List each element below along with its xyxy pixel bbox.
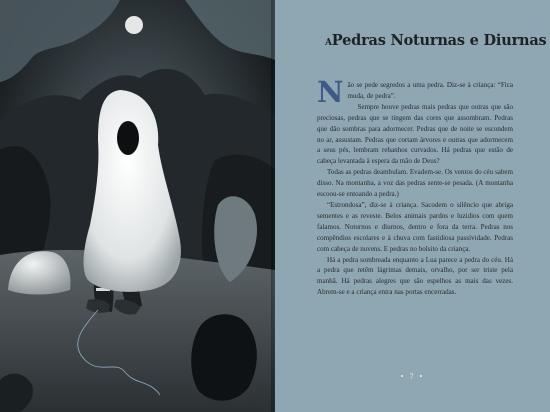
text-page [275, 0, 550, 412]
title-first-letter: A [325, 38, 332, 48]
body-text [317, 75, 513, 298]
paragraph-4: “Estrondosa”, diz-se à criança. Sacodem o silêncio que abriga sementes e as reveste. Belos animais pardos e luzidios com quem falamos. Noturnos e diurnos, dentro e fora da terra. Pedras nos compêndios escolares e à chuva com fastidiosa passividade. Pedras com cabeça de nuvens. E pedras no bolsito da criança. [317, 200, 513, 253]
paragraph-2: Sempre houve pedras mais pedras que outras que são preciosas, pedras que se tingem das cores que assombram. Pedras que dão sombras para adormecer. Pedras que de noite se escondem no ar, assustam. Pedras que cortam árvores e outras que adormecem a seus pés, lembram rebanhos curvados. Há pedras que estão de cabeça levantada à espera da mão de Deus? [317, 102, 513, 166]
page-number: • 7 • [400, 372, 425, 381]
paragraph-1: Não se pede segredos a uma pedra. Diz-se à criança: “Fica muda, de pedra”. [317, 75, 513, 109]
chapter-title [325, 32, 545, 49]
paragraph-3: Todas as pedras deambulam. Evadem-se. Os ventos do céu sabem disso. Na montanha, a voz das pedras sente-se pesada. (A montanha escoou-se entoando a pedra.) [317, 168, 513, 199]
title-text: Pedras Noturnas e Diurnas [331, 32, 547, 49]
dark-rock-foreground [191, 314, 257, 400]
drop-cap: N [317, 75, 344, 109]
paragraph-5: Há a pedra sombreada enquanto a Lua parece a pedra do céu. Há a pedra que retêm lágrimas demais, orvalho, por ser triste pela manhã. Há pedras alegres que são espelhos as mais das vezes. Abrem-se e a criança entra nas portas encerradas. [317, 255, 513, 297]
hood-face [117, 121, 139, 155]
moon-icon [125, 16, 143, 34]
